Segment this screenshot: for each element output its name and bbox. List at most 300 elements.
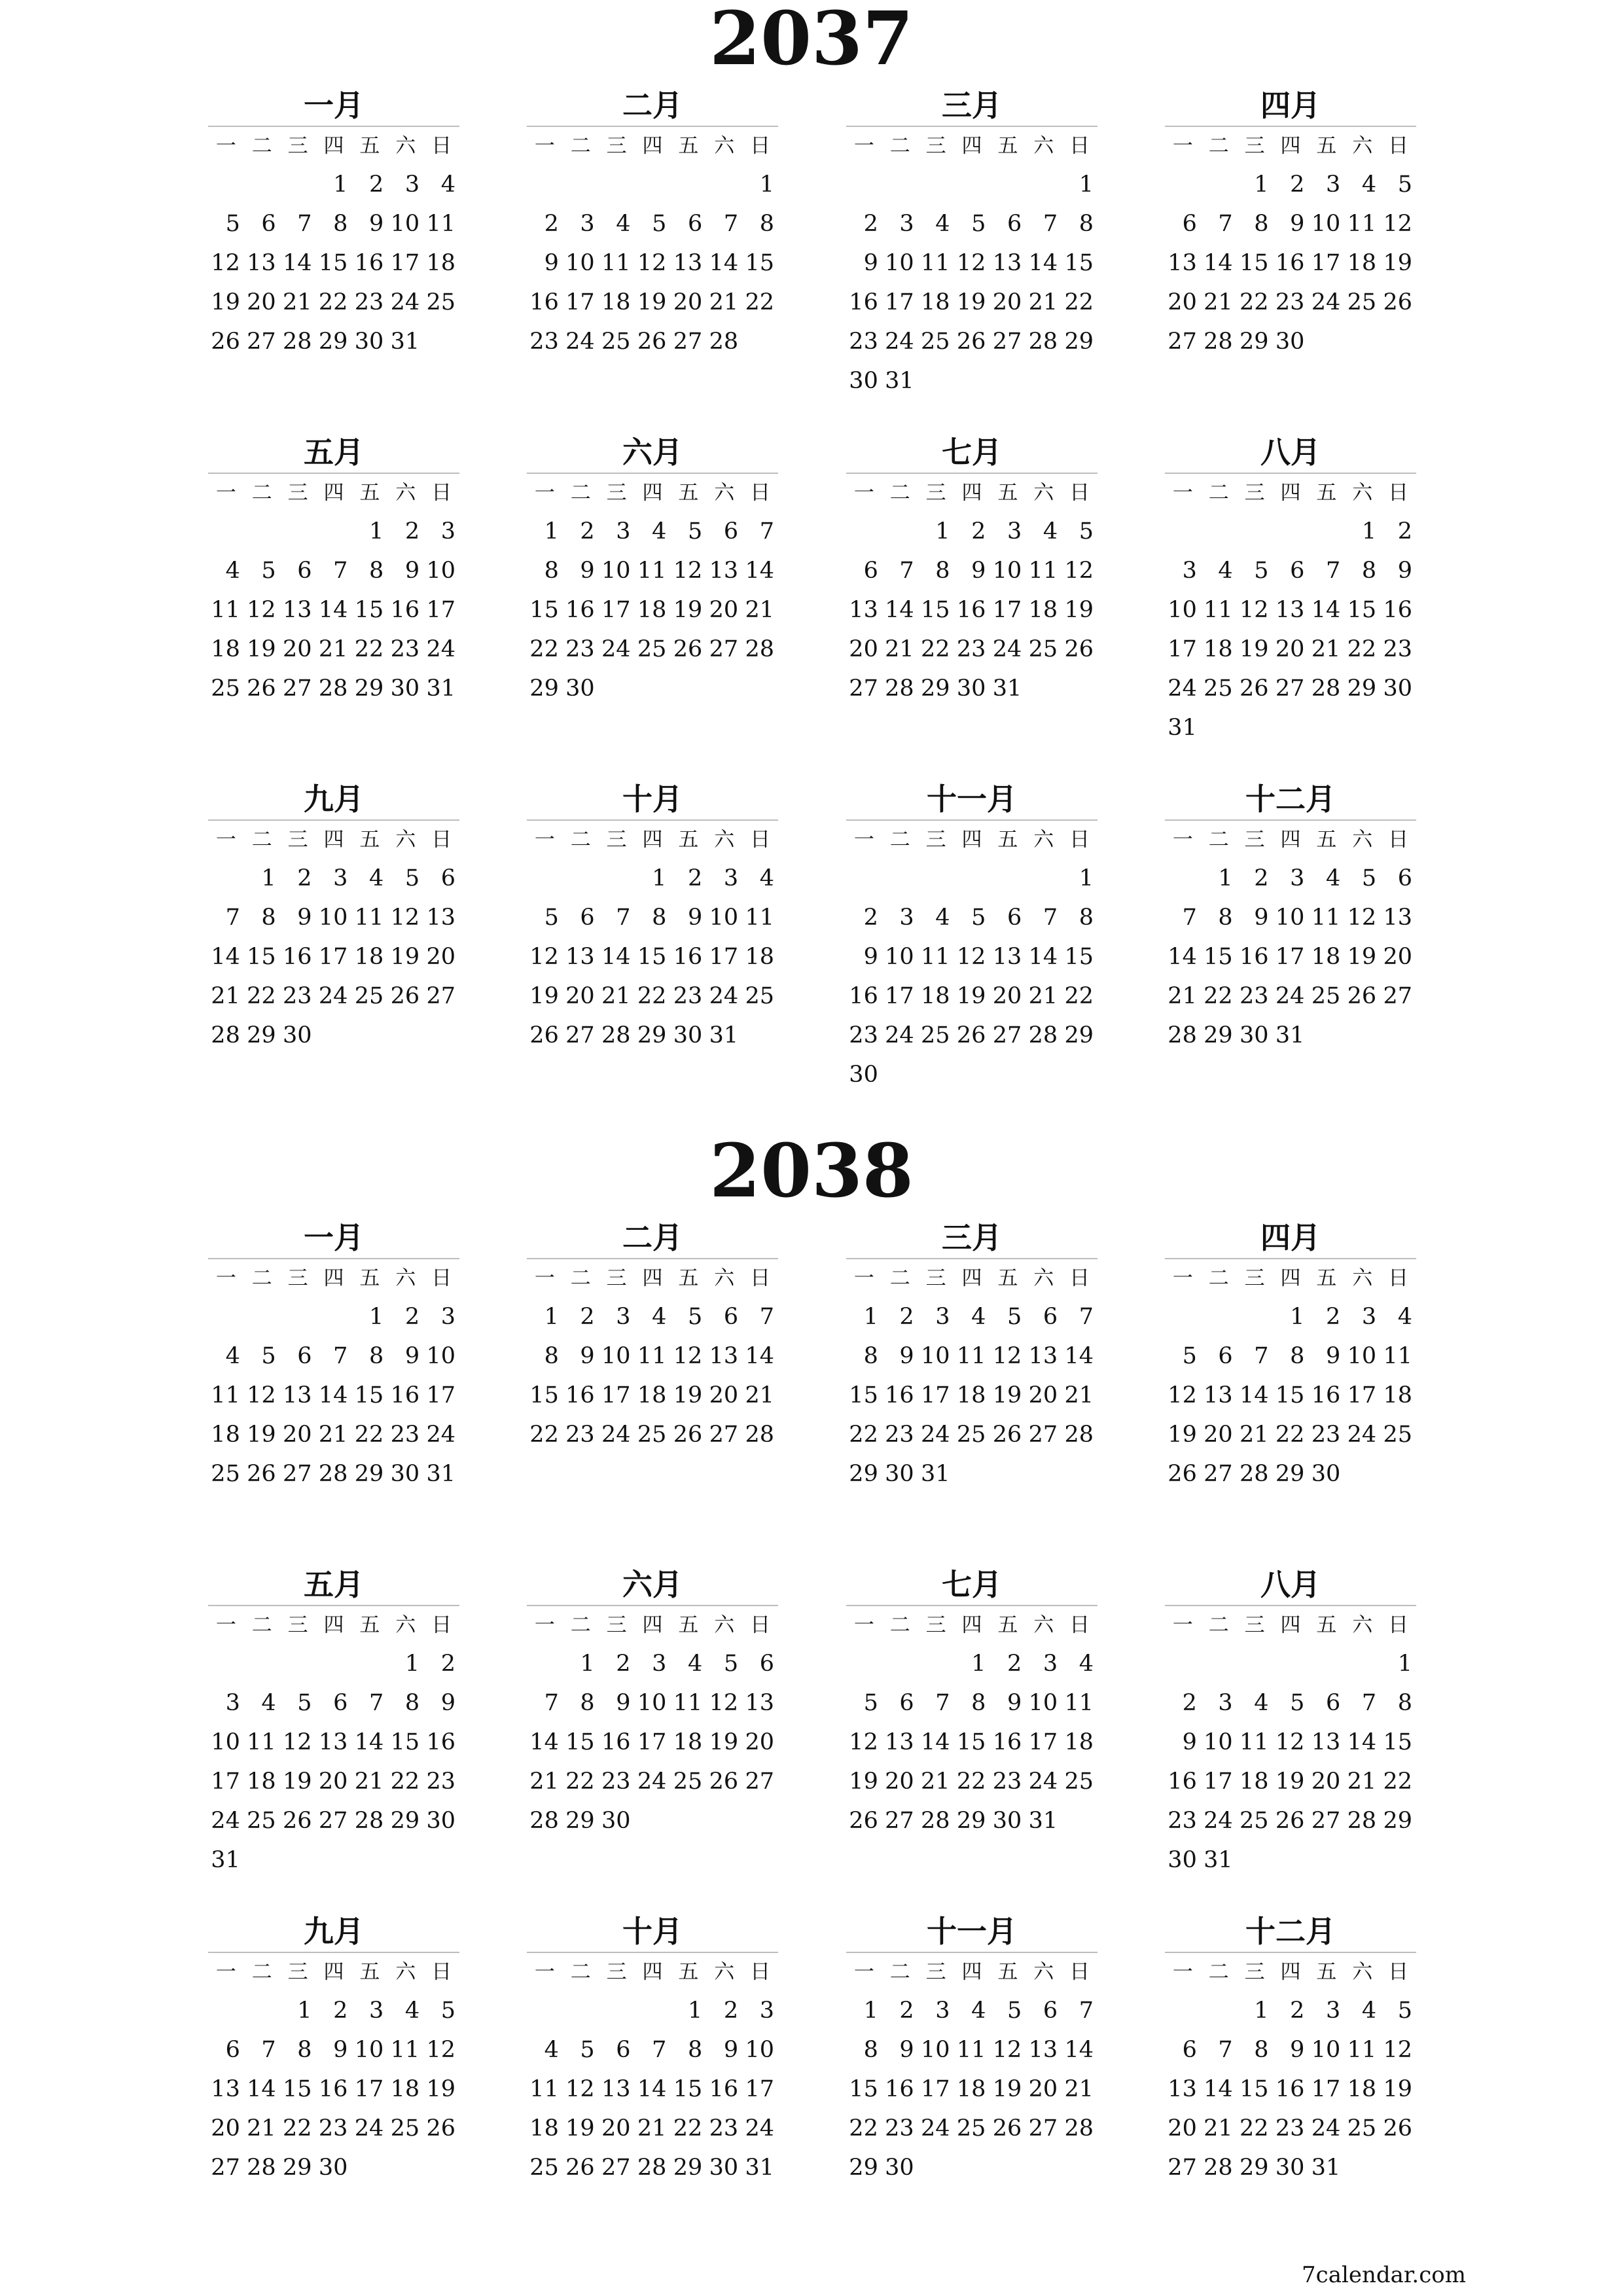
day-cell: 24 bbox=[637, 1768, 667, 1795]
day-cell: 15 bbox=[529, 597, 559, 623]
weekday-label: 四 bbox=[1280, 1613, 1301, 1637]
day-cell: 21 bbox=[601, 983, 631, 1009]
day-cell: 24 bbox=[426, 1422, 455, 1448]
day-cell: 23 bbox=[390, 1422, 420, 1448]
day-cell: 2 bbox=[369, 171, 384, 198]
day-cell: 18 bbox=[390, 2076, 420, 2102]
day-cell: 26 bbox=[211, 329, 240, 355]
day-cell: 23 bbox=[318, 2115, 348, 2142]
day-cell: 20 bbox=[709, 597, 739, 623]
day-cell: 1 bbox=[863, 1998, 878, 2024]
empty-cell bbox=[280, 1644, 316, 1683]
day-cell: 10 bbox=[1311, 211, 1341, 237]
day-cell: 1 bbox=[652, 865, 667, 891]
day-cell: 29 bbox=[354, 675, 384, 702]
day-cell: 7 bbox=[333, 558, 348, 584]
day-cell: 8 bbox=[580, 1690, 595, 1716]
day-cell: 10 bbox=[354, 2037, 384, 2063]
day-cell: 22 bbox=[247, 983, 276, 1009]
day-cell: 16 bbox=[709, 2076, 739, 2102]
day-cell: 28 bbox=[1064, 2115, 1094, 2142]
day-cell: 15 bbox=[247, 944, 276, 970]
weekday-label: 六 bbox=[714, 134, 735, 158]
day-cell: 5 bbox=[1397, 1998, 1412, 2024]
day-cell: 31 bbox=[1168, 715, 1197, 741]
weekday-label: 日 bbox=[1388, 481, 1409, 505]
day-cell: 30 bbox=[709, 2155, 739, 2181]
empty-cell bbox=[1165, 512, 1201, 551]
days-grid bbox=[846, 1644, 1097, 1840]
day-cell: 13 bbox=[318, 1729, 348, 1755]
day-cell: 22 bbox=[354, 636, 384, 662]
empty-cell bbox=[706, 165, 742, 204]
day-cell: 13 bbox=[247, 250, 276, 276]
empty-cell bbox=[1273, 512, 1309, 551]
day-cell: 20 bbox=[1311, 1768, 1341, 1795]
day-cell: 3 bbox=[369, 1998, 384, 2024]
weekday-header bbox=[527, 1953, 778, 1991]
day-cell: 19 bbox=[247, 636, 276, 662]
month-name: 八月 bbox=[1165, 432, 1416, 474]
day-cell: 3 bbox=[1361, 1304, 1377, 1330]
day-cell: 2 bbox=[544, 211, 559, 237]
day-cell: 16 bbox=[601, 1729, 631, 1755]
day-cell: 7 bbox=[1043, 211, 1058, 237]
day-cell: 15 bbox=[354, 1382, 384, 1408]
month-name: 五月 bbox=[208, 1564, 459, 1606]
day-cell: 27 bbox=[283, 1461, 312, 1487]
day-cell: 11 bbox=[956, 2037, 986, 2063]
day-cell: 23 bbox=[849, 329, 878, 355]
day-cell: 6 bbox=[616, 2037, 631, 2063]
weekday-label: 五 bbox=[678, 481, 699, 505]
day-cell: 20 bbox=[992, 983, 1022, 1009]
day-cell: 15 bbox=[1204, 944, 1233, 970]
day-cell: 16 bbox=[529, 289, 559, 315]
day-cell: 19 bbox=[849, 1768, 878, 1795]
weekday-label: 一 bbox=[1172, 1960, 1193, 1984]
day-cell: 20 bbox=[849, 636, 878, 662]
month-calendar bbox=[1165, 779, 1416, 1119]
weekday-header bbox=[208, 1953, 459, 1991]
day-cell: 25 bbox=[1028, 636, 1058, 662]
day-cell: 16 bbox=[318, 2076, 348, 2102]
day-cell: 16 bbox=[885, 2076, 914, 2102]
day-cell: 25 bbox=[247, 1808, 276, 1834]
day-cell: 8 bbox=[1254, 211, 1269, 237]
day-cell: 26 bbox=[426, 2115, 455, 2142]
empty-cell bbox=[1237, 512, 1273, 551]
day-cell: 25 bbox=[529, 2155, 559, 2181]
days-grid bbox=[846, 1297, 1097, 1494]
day-cell: 15 bbox=[354, 597, 384, 623]
weekday-label: 四 bbox=[961, 1960, 982, 1984]
day-cell: 1 bbox=[1397, 1651, 1412, 1677]
day-cell: 12 bbox=[1064, 558, 1094, 584]
day-cell: 3 bbox=[1290, 865, 1305, 891]
weekday-label: 二 bbox=[889, 1266, 910, 1290]
day-cell: 22 bbox=[956, 1768, 986, 1795]
weekday-header bbox=[1165, 821, 1416, 859]
month-calendar bbox=[846, 1217, 1097, 1558]
day-cell: 14 bbox=[601, 944, 631, 970]
day-cell: 31 bbox=[1204, 1847, 1233, 1873]
weekday-label: 三 bbox=[925, 828, 946, 852]
day-cell: 21 bbox=[211, 983, 240, 1009]
day-cell: 27 bbox=[709, 636, 739, 662]
weekday-label: 五 bbox=[359, 1266, 380, 1290]
days-grid bbox=[208, 1991, 459, 2187]
weekday-label: 四 bbox=[1280, 828, 1301, 852]
empty-cell bbox=[918, 1644, 954, 1683]
day-cell: 8 bbox=[369, 1343, 384, 1369]
day-cell: 7 bbox=[369, 1690, 384, 1716]
weekday-label: 二 bbox=[1208, 828, 1229, 852]
day-cell: 30 bbox=[992, 1808, 1022, 1834]
day-cell: 14 bbox=[354, 1729, 384, 1755]
day-cell: 17 bbox=[1204, 1768, 1233, 1795]
empty-cell bbox=[1201, 512, 1237, 551]
day-cell: 8 bbox=[759, 211, 774, 237]
day-cell: 13 bbox=[673, 250, 703, 276]
day-cell: 18 bbox=[1311, 944, 1341, 970]
weekday-label: 五 bbox=[1316, 1613, 1337, 1637]
day-cell: 1 bbox=[544, 518, 559, 545]
month-calendar bbox=[846, 1911, 1097, 2251]
day-cell: 16 bbox=[565, 597, 595, 623]
day-cell: 28 bbox=[1204, 329, 1233, 355]
weekday-label: 四 bbox=[642, 134, 663, 158]
day-cell: 13 bbox=[992, 250, 1022, 276]
weekday-label: 六 bbox=[1033, 828, 1054, 852]
day-cell: 24 bbox=[1347, 1422, 1377, 1448]
day-cell: 26 bbox=[956, 329, 986, 355]
day-cell: 10 bbox=[1028, 1690, 1058, 1716]
empty-cell bbox=[1026, 859, 1061, 898]
day-cell: 16 bbox=[1383, 597, 1412, 623]
day-cell: 22 bbox=[849, 1422, 878, 1448]
day-cell: 9 bbox=[1254, 905, 1269, 931]
month-calendar bbox=[846, 779, 1097, 1119]
weekday-header bbox=[527, 474, 778, 512]
month-name: 五月 bbox=[208, 432, 459, 474]
day-cell: 5 bbox=[1007, 1998, 1022, 2024]
empty-cell bbox=[280, 1297, 316, 1336]
day-cell: 28 bbox=[1240, 1461, 1269, 1487]
days-grid bbox=[208, 512, 459, 708]
day-cell: 16 bbox=[1240, 944, 1269, 970]
day-cell: 11 bbox=[956, 1343, 986, 1369]
day-cell: 14 bbox=[921, 1729, 950, 1755]
day-cell: 5 bbox=[225, 211, 240, 237]
weekday-label: 二 bbox=[889, 134, 910, 158]
day-cell: 7 bbox=[616, 905, 631, 931]
day-cell: 4 bbox=[1254, 1690, 1269, 1716]
day-cell: 2 bbox=[1182, 1690, 1197, 1716]
day-cell: 5 bbox=[297, 1690, 312, 1716]
day-cell: 14 bbox=[709, 250, 739, 276]
day-cell: 9 bbox=[723, 2037, 739, 2063]
day-cell: 26 bbox=[565, 2155, 595, 2181]
day-cell: 10 bbox=[709, 905, 739, 931]
day-cell: 6 bbox=[1182, 211, 1197, 237]
empty-cell bbox=[882, 512, 918, 551]
day-cell: 16 bbox=[426, 1729, 455, 1755]
weekday-label: 日 bbox=[431, 828, 452, 852]
weekday-label: 三 bbox=[287, 1613, 308, 1637]
days-grid bbox=[208, 165, 459, 361]
day-cell: 6 bbox=[723, 518, 739, 545]
empty-cell bbox=[1165, 1644, 1201, 1683]
day-cell: 30 bbox=[1275, 329, 1305, 355]
day-cell: 20 bbox=[1168, 289, 1197, 315]
day-cell: 15 bbox=[1240, 250, 1269, 276]
day-cell: 10 bbox=[390, 211, 420, 237]
day-cell: 25 bbox=[1311, 983, 1341, 1009]
day-cell: 16 bbox=[565, 1382, 595, 1408]
day-cell: 11 bbox=[745, 905, 774, 931]
day-cell: 10 bbox=[601, 1343, 631, 1369]
day-cell: 11 bbox=[211, 1382, 240, 1408]
weekday-header bbox=[208, 127, 459, 165]
day-cell: 11 bbox=[673, 1690, 703, 1716]
day-cell: 12 bbox=[390, 905, 420, 931]
day-cell: 19 bbox=[956, 983, 986, 1009]
day-cell: 13 bbox=[1168, 250, 1197, 276]
day-cell: 15 bbox=[1064, 944, 1094, 970]
day-cell: 2 bbox=[971, 518, 986, 545]
day-cell: 31 bbox=[1311, 2155, 1341, 2181]
weekday-label: 二 bbox=[251, 481, 272, 505]
day-cell: 12 bbox=[709, 1690, 739, 1716]
day-cell: 17 bbox=[426, 1382, 455, 1408]
day-cell: 18 bbox=[426, 250, 455, 276]
weekday-label: 四 bbox=[961, 828, 982, 852]
day-cell: 2 bbox=[723, 1998, 739, 2024]
weekday-label: 三 bbox=[606, 481, 627, 505]
day-cell: 26 bbox=[247, 675, 276, 702]
day-cell: 4 bbox=[369, 865, 384, 891]
weekday-header bbox=[1165, 127, 1416, 165]
day-cell: 28 bbox=[709, 329, 739, 355]
day-cell: 30 bbox=[849, 368, 878, 394]
weekday-label: 六 bbox=[395, 1266, 416, 1290]
month-name: 二月 bbox=[527, 85, 778, 127]
day-cell: 9 bbox=[297, 905, 312, 931]
month-calendar bbox=[208, 85, 459, 425]
day-cell: 6 bbox=[580, 905, 595, 931]
day-cell: 25 bbox=[956, 2115, 986, 2142]
weekday-header bbox=[527, 1259, 778, 1297]
day-cell: 24 bbox=[745, 2115, 774, 2142]
weekday-label: 三 bbox=[287, 1266, 308, 1290]
day-cell: 23 bbox=[849, 1022, 878, 1049]
weekday-label: 四 bbox=[961, 1613, 982, 1637]
day-cell: 19 bbox=[1240, 636, 1269, 662]
day-cell: 14 bbox=[1204, 250, 1233, 276]
month-calendar bbox=[527, 432, 778, 772]
day-cell: 2 bbox=[404, 1304, 420, 1330]
month-name: 八月 bbox=[1165, 1564, 1416, 1606]
weekday-label: 五 bbox=[997, 481, 1018, 505]
day-cell: 6 bbox=[1182, 2037, 1197, 2063]
weekday-label: 四 bbox=[961, 1266, 982, 1290]
days-grid bbox=[208, 1644, 459, 1880]
day-cell: 28 bbox=[529, 1808, 559, 1834]
weekday-label: 五 bbox=[997, 1613, 1018, 1637]
day-cell: 29 bbox=[1240, 329, 1269, 355]
day-cell: 10 bbox=[1168, 597, 1197, 623]
day-cell: 25 bbox=[1240, 1808, 1269, 1834]
weekday-label: 日 bbox=[1388, 134, 1409, 158]
day-cell: 24 bbox=[1311, 2115, 1341, 2142]
day-cell: 12 bbox=[565, 2076, 595, 2102]
day-cell: 25 bbox=[921, 1022, 950, 1049]
day-cell: 30 bbox=[1383, 675, 1412, 702]
day-cell: 29 bbox=[354, 1461, 384, 1487]
day-cell: 28 bbox=[637, 2155, 667, 2181]
day-cell: 25 bbox=[673, 1768, 703, 1795]
day-cell: 31 bbox=[921, 1461, 950, 1487]
day-cell: 12 bbox=[849, 1729, 878, 1755]
weekday-label: 一 bbox=[215, 134, 236, 158]
day-cell: 10 bbox=[1204, 1729, 1233, 1755]
day-cell: 18 bbox=[601, 289, 631, 315]
day-cell: 17 bbox=[426, 597, 455, 623]
month-calendar bbox=[527, 85, 778, 425]
day-cell: 13 bbox=[992, 944, 1022, 970]
month-calendar bbox=[1165, 432, 1416, 772]
month-name: 六月 bbox=[527, 1564, 778, 1606]
day-cell: 12 bbox=[956, 944, 986, 970]
day-cell: 1 bbox=[971, 1651, 986, 1677]
day-cell: 4 bbox=[1361, 171, 1377, 198]
day-cell: 18 bbox=[529, 2115, 559, 2142]
weekday-label: 三 bbox=[287, 134, 308, 158]
weekday-label: 二 bbox=[570, 828, 591, 852]
day-cell: 18 bbox=[745, 944, 774, 970]
day-cell: 1 bbox=[369, 1304, 384, 1330]
weekday-label: 三 bbox=[287, 828, 308, 852]
day-cell: 18 bbox=[211, 636, 240, 662]
day-cell: 3 bbox=[899, 211, 914, 237]
day-cell: 20 bbox=[745, 1729, 774, 1755]
empty-cell bbox=[208, 859, 244, 898]
day-cell: 7 bbox=[1254, 1343, 1269, 1369]
day-cell: 13 bbox=[885, 1729, 914, 1755]
empty-cell bbox=[527, 1644, 563, 1683]
month-name: 十一月 bbox=[846, 779, 1097, 821]
day-cell: 31 bbox=[709, 1022, 739, 1049]
day-cell: 8 bbox=[688, 2037, 703, 2063]
day-cell: 29 bbox=[283, 2155, 312, 2181]
day-cell: 1 bbox=[1218, 865, 1233, 891]
day-cell: 17 bbox=[745, 2076, 774, 2102]
day-cell: 9 bbox=[1290, 2037, 1305, 2063]
day-cell: 6 bbox=[1007, 905, 1022, 931]
day-cell: 18 bbox=[1028, 597, 1058, 623]
day-cell: 9 bbox=[404, 558, 420, 584]
day-cell: 29 bbox=[1347, 675, 1377, 702]
weekday-label: 日 bbox=[1069, 134, 1090, 158]
day-cell: 26 bbox=[956, 1022, 986, 1049]
weekday-label: 五 bbox=[997, 1266, 1018, 1290]
day-cell: 3 bbox=[1326, 1998, 1341, 2024]
day-cell: 14 bbox=[1168, 944, 1197, 970]
day-cell: 12 bbox=[211, 250, 240, 276]
footer-link[interactable]: 7calendar.com bbox=[1302, 2262, 1466, 2288]
day-cell: 19 bbox=[426, 2076, 455, 2102]
empty-cell bbox=[527, 1991, 563, 2030]
weekday-label: 二 bbox=[251, 828, 272, 852]
day-cell: 2 bbox=[1007, 1651, 1022, 1677]
empty-cell bbox=[244, 1991, 280, 2030]
month-calendar bbox=[208, 1911, 459, 2251]
weekday-label: 四 bbox=[323, 1613, 344, 1637]
weekday-label: 六 bbox=[1352, 1266, 1373, 1290]
day-cell: 9 bbox=[1290, 211, 1305, 237]
weekday-label: 六 bbox=[1352, 1613, 1373, 1637]
weekday-label: 日 bbox=[1069, 1960, 1090, 1984]
day-cell: 13 bbox=[1383, 905, 1412, 931]
day-cell: 12 bbox=[1275, 1729, 1305, 1755]
weekday-label: 五 bbox=[1316, 481, 1337, 505]
day-cell: 28 bbox=[1311, 675, 1341, 702]
day-cell: 22 bbox=[1204, 983, 1233, 1009]
empty-cell bbox=[599, 859, 635, 898]
weekday-label: 六 bbox=[1033, 134, 1054, 158]
weekday-label: 五 bbox=[359, 134, 380, 158]
day-cell: 16 bbox=[390, 597, 420, 623]
day-cell: 14 bbox=[318, 597, 348, 623]
days-grid bbox=[1165, 512, 1416, 747]
day-cell: 10 bbox=[921, 2037, 950, 2063]
day-cell: 14 bbox=[885, 597, 914, 623]
days-grid bbox=[527, 859, 778, 1055]
day-cell: 17 bbox=[211, 1768, 240, 1795]
day-cell: 10 bbox=[601, 558, 631, 584]
day-cell: 13 bbox=[1168, 2076, 1197, 2102]
empty-cell bbox=[1308, 512, 1344, 551]
day-cell: 27 bbox=[1311, 1808, 1341, 1834]
day-cell: 10 bbox=[426, 1343, 455, 1369]
day-cell: 16 bbox=[956, 597, 986, 623]
empty-cell bbox=[527, 859, 563, 898]
day-cell: 28 bbox=[885, 675, 914, 702]
day-cell: 17 bbox=[1275, 944, 1305, 970]
day-cell: 22 bbox=[529, 1422, 559, 1448]
empty-cell bbox=[1026, 165, 1061, 204]
empty-cell bbox=[208, 1644, 244, 1683]
day-cell: 28 bbox=[745, 1422, 774, 1448]
day-cell: 4 bbox=[225, 1343, 240, 1369]
day-cell: 22 bbox=[673, 2115, 703, 2142]
month-calendar bbox=[846, 85, 1097, 425]
day-cell: 26 bbox=[1383, 2115, 1412, 2142]
weekday-label: 三 bbox=[606, 1960, 627, 1984]
weekday-label: 二 bbox=[889, 1960, 910, 1984]
day-cell: 7 bbox=[1218, 211, 1233, 237]
day-cell: 21 bbox=[745, 597, 774, 623]
day-cell: 10 bbox=[211, 1729, 240, 1755]
empty-cell bbox=[316, 1644, 352, 1683]
empty-cell bbox=[990, 859, 1026, 898]
day-cell: 7 bbox=[1079, 1304, 1094, 1330]
day-cell: 19 bbox=[283, 1768, 312, 1795]
day-cell: 13 bbox=[709, 1343, 739, 1369]
weekday-label: 六 bbox=[395, 134, 416, 158]
weekday-label: 三 bbox=[925, 481, 946, 505]
